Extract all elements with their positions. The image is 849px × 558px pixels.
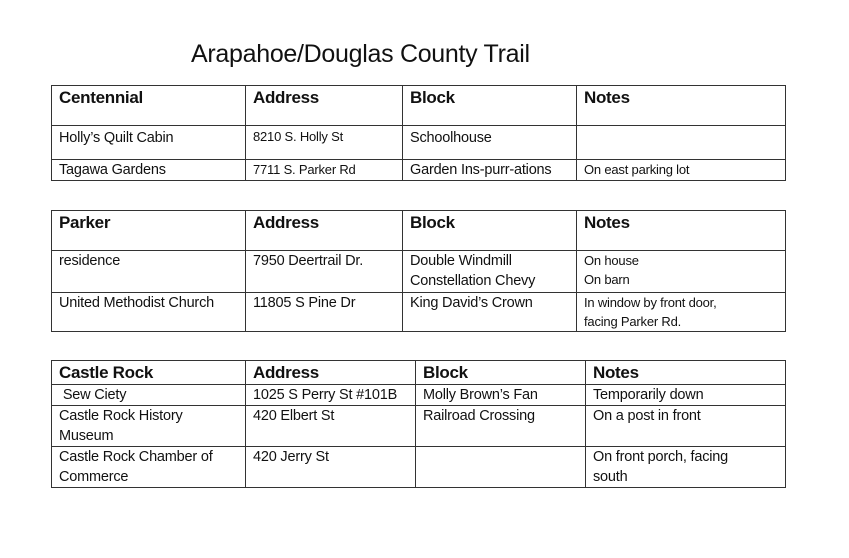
cell-location: Sew Ciety <box>52 385 246 406</box>
cell-block <box>416 447 586 488</box>
header-block: Block <box>403 86 577 126</box>
cell-block: Railroad Crossing <box>416 406 586 447</box>
cell-location <box>52 406 246 447</box>
cell-location <box>52 447 246 488</box>
location-line-1: Castle Rock Chamber of <box>59 449 213 465</box>
cell-notes: On a post in front <box>586 406 786 447</box>
header-block: Block <box>403 211 577 251</box>
table-row <box>52 447 786 488</box>
header-location: Centennial <box>52 86 246 126</box>
location-line-2: Commerce <box>59 469 129 485</box>
cell-block: Molly Brown’s Fan <box>416 385 586 406</box>
table-row <box>52 251 786 293</box>
header-address: Address <box>246 86 403 126</box>
cell-notes <box>577 126 786 160</box>
header-address: Address <box>246 211 403 251</box>
table-row <box>52 406 786 447</box>
cell-address: 420 Jerry St <box>246 447 416 488</box>
location-line-1: Castle Rock History <box>59 408 183 424</box>
table-row <box>52 160 786 181</box>
cell-address: 8210 S. Holly St <box>246 126 403 160</box>
notes-line-1: On front porch, facing <box>593 449 729 465</box>
notes-line-2: south <box>593 469 628 485</box>
cell-address: 420 Elbert St <box>246 406 416 447</box>
cell-address: 7711 S. Parker Rd <box>246 160 403 181</box>
cell-location: Tagawa Gardens <box>52 160 246 181</box>
notes-line-2: facing Parker Rd. <box>584 314 682 329</box>
table-row <box>52 385 786 406</box>
header-notes: Notes <box>577 86 786 126</box>
cell-block: Garden Ins-purr-ations <box>403 160 577 181</box>
cell-notes: On east parking lot <box>577 160 786 181</box>
header-location: Castle Rock <box>52 361 246 385</box>
header-notes: Notes <box>577 211 786 251</box>
castle-rock-table <box>51 360 786 488</box>
table-row <box>52 126 786 160</box>
cell-location: United Methodist Church <box>52 293 246 332</box>
cell-location: residence <box>52 251 246 293</box>
table-header-row <box>52 361 786 385</box>
cell-notes <box>577 293 786 332</box>
document-title: Arapahoe/Douglas County Trail <box>191 40 530 68</box>
table-header-row <box>52 211 786 251</box>
cell-address: 7950 Deertrail Dr. <box>246 251 403 293</box>
notes-line-1: On house <box>584 253 639 268</box>
cell-notes <box>586 447 786 488</box>
cell-location: Holly’s Quilt Cabin <box>52 126 246 160</box>
table-header-row <box>52 86 786 126</box>
cell-notes: Temporarily down <box>586 385 786 406</box>
location-line-2: Museum <box>59 428 114 444</box>
block-line-2: Constellation Chevy <box>410 273 536 289</box>
cell-block: Schoolhouse <box>403 126 577 160</box>
notes-line-1: In window by front door, <box>584 295 717 310</box>
header-notes: Notes <box>586 361 786 385</box>
header-address: Address <box>246 361 416 385</box>
notes-line-2: On barn <box>584 272 630 287</box>
cell-address: 11805 S Pine Dr <box>246 293 403 332</box>
table-row <box>52 293 786 332</box>
parker-table <box>51 210 786 332</box>
cell-block <box>403 251 577 293</box>
cell-address: 1025 S Perry St #101B <box>246 385 416 406</box>
centennial-table <box>51 85 786 181</box>
header-location: Parker <box>52 211 246 251</box>
cell-block: King David’s Crown <box>403 293 577 332</box>
header-block: Block <box>416 361 586 385</box>
cell-notes <box>577 251 786 293</box>
block-line-1: Double Windmill <box>410 253 512 269</box>
